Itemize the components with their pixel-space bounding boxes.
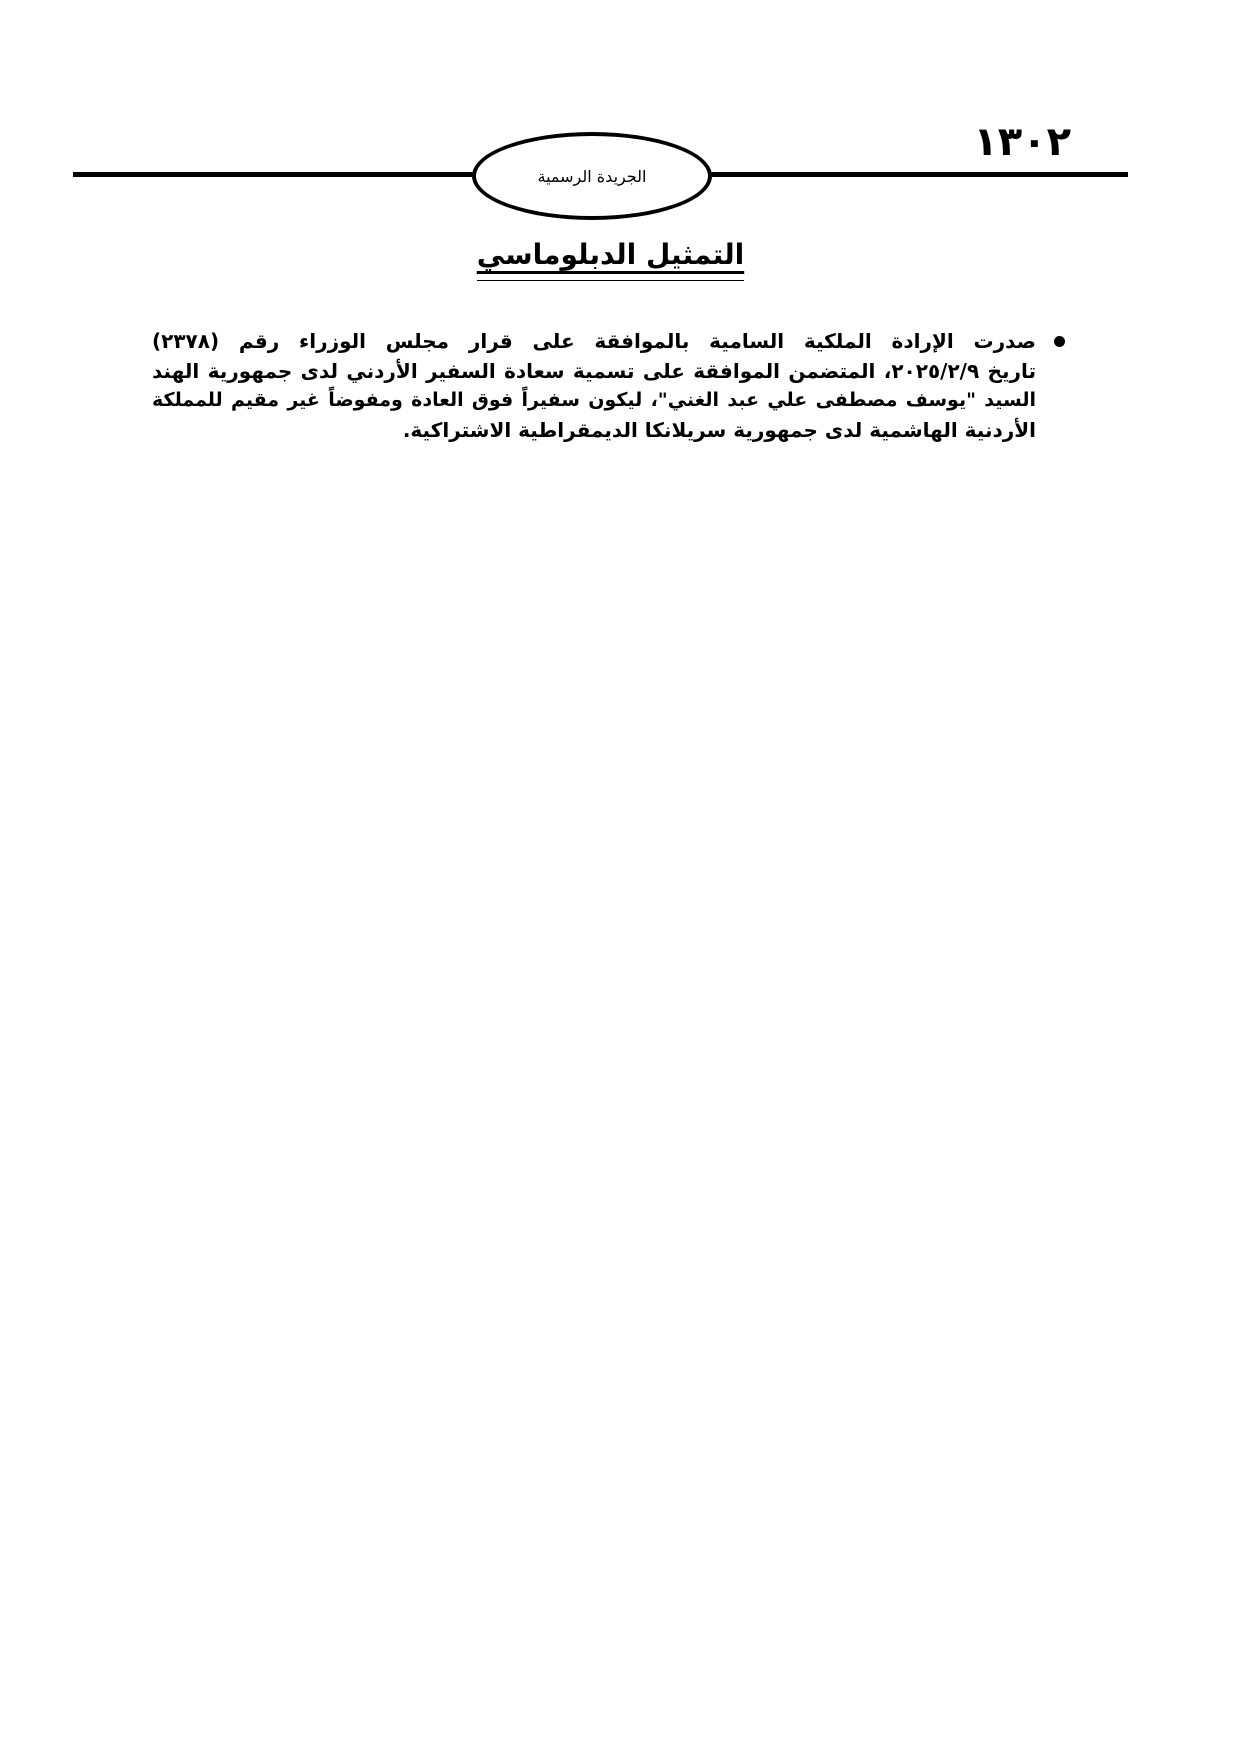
paragraph-line: تاريخ ٢٠٢٥/٢/٩، المتضمن الموافقة على تسمية سعادة السفير الأردني لدى جمهورية الهند [152, 358, 1036, 383]
section-title-container [0, 236, 1221, 281]
section-title: التمثيل الدبلوماسي [477, 236, 744, 281]
paragraph-line: صدرت الإرادة الملكية السامية بالموافقة على قرار مجلس الوزراء رقم (٢٣٧٨) [152, 329, 1036, 353]
page-number: ١٣٠٢ [973, 119, 1071, 165]
gazette-name: الجريدة الرسمية [537, 166, 647, 186]
bullet-icon [1054, 336, 1065, 347]
gazette-name-ellipse [472, 132, 712, 220]
announcement-paragraph [152, 327, 1036, 445]
paragraph-line: الأردنية الهاشمية لدى جمهورية سريلانكا الديمقراطية الاشتراكية. [402, 417, 1036, 442]
paragraph-line: السيد "يوسف مصطفى علي عبد الغني"، ليكون سفيراً فوق العادة ومفوضاً غير مقيم للمملكة [152, 389, 1036, 411]
